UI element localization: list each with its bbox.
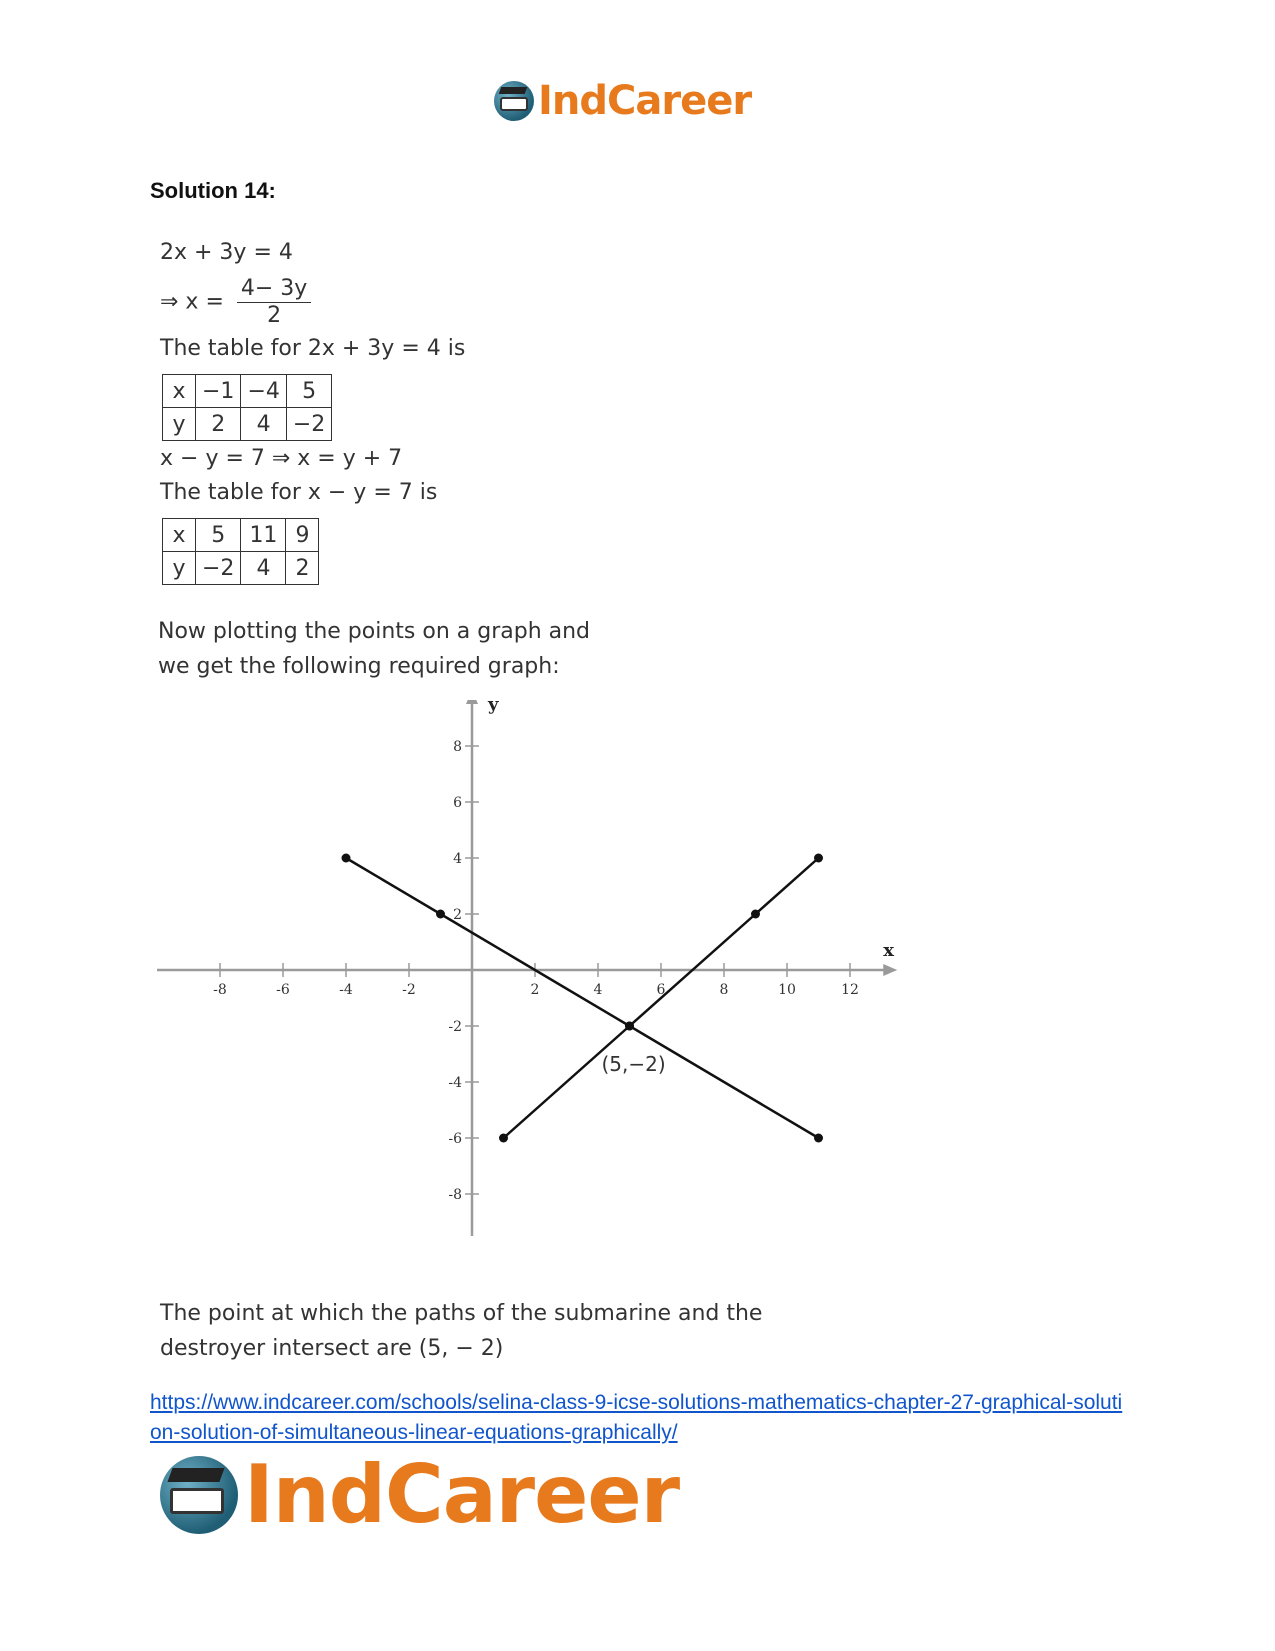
page-heading: Solution 14: <box>150 178 276 203</box>
table2-caption: The table for x − y = 7 is <box>160 480 438 505</box>
globe-icon <box>160 1456 238 1534</box>
intersection-label: (5,−2) <box>601 1052 666 1076</box>
table-cell: −2 <box>286 408 331 441</box>
table-cell: 4 <box>241 552 286 585</box>
footer-logo-text: IndCareer <box>244 1448 680 1541</box>
table-cell: −2 <box>196 552 241 585</box>
conclusion-line: The point at which the paths of the submarine and the <box>160 1301 763 1326</box>
x-tick-label: 6 <box>656 982 666 998</box>
table-cell: 5 <box>286 375 331 408</box>
y-tick-label: 8 <box>453 739 462 755</box>
plot-intro-line: we get the following required graph: <box>158 654 560 679</box>
y-tick-label: 6 <box>453 795 462 811</box>
x-tick-label: 4 <box>593 982 603 998</box>
data-point <box>342 854 351 863</box>
table-2 <box>162 518 319 585</box>
y-tick-label: 2 <box>453 907 462 923</box>
equation-line-2 <box>160 276 311 328</box>
table1-caption: The table for 2x + 3y = 4 is <box>160 336 466 361</box>
table-cell: 9 <box>286 519 319 552</box>
conclusion-line: destroyer intersect are (5, − 2) <box>160 1336 504 1361</box>
table-cell: 4 <box>241 408 286 441</box>
header-logo-text: IndCareer <box>538 78 752 124</box>
y-tick-label: -4 <box>448 1075 462 1091</box>
fraction <box>237 276 311 328</box>
table-row <box>163 552 319 585</box>
x-tick-label: 2 <box>530 982 540 998</box>
table-cell: 2 <box>286 552 319 585</box>
equation-line-3: x − y = 7 ⇒ x = y + 7 <box>160 446 403 471</box>
table-cell: x <box>163 375 196 408</box>
x-tick-label: -2 <box>402 982 416 998</box>
x-axis-arrow <box>883 964 897 976</box>
chart <box>150 700 930 1270</box>
data-point <box>436 910 445 919</box>
data-point <box>499 1134 508 1143</box>
table-row <box>163 375 332 408</box>
table-cell: −1 <box>196 375 241 408</box>
x-tick-label: -4 <box>339 982 353 998</box>
equation-line-2-prefix: ⇒ x = <box>160 289 224 315</box>
table-cell: x <box>163 519 196 552</box>
footer-logo <box>160 1448 679 1541</box>
data-point <box>814 1134 823 1143</box>
plot-intro-line: Now plotting the points on a graph and <box>158 619 591 644</box>
data-point <box>625 1022 634 1031</box>
source-link[interactable]: https://www.indcareer.com/schools/selina-class-9-icse-solutions-mathematics-chapter-27-graphical-solution-solution-of-simultaneous-linear-equations-graphically/ <box>150 1391 1123 1444</box>
table-1 <box>162 374 332 441</box>
y-axis-label: y <box>488 700 499 715</box>
x-tick-label: 12 <box>841 982 859 998</box>
header-logo <box>494 78 751 124</box>
table-cell: 2 <box>196 408 241 441</box>
y-tick-label: -2 <box>448 1019 462 1035</box>
data-point <box>751 910 760 919</box>
y-tick-label: -6 <box>448 1131 462 1147</box>
x-tick-label: -8 <box>213 982 227 998</box>
x-axis-label: x <box>883 940 894 961</box>
x-tick-label: 10 <box>778 982 796 998</box>
table-cell: y <box>163 552 196 585</box>
plot-intro <box>158 614 590 684</box>
series-line-2 <box>504 858 819 1138</box>
table-cell: 11 <box>241 519 286 552</box>
equation-line-1: 2x + 3y = 4 <box>160 240 293 265</box>
table-cell: −4 <box>241 375 286 408</box>
y-axis-arrow <box>466 700 478 704</box>
series-line-1 <box>346 858 819 1138</box>
conclusion <box>160 1296 762 1366</box>
x-tick-label: -6 <box>276 982 290 998</box>
y-tick-label: 4 <box>453 851 462 867</box>
globe-icon <box>494 81 534 121</box>
fraction-denominator: 2 <box>267 303 282 328</box>
table-cell: y <box>163 408 196 441</box>
data-point <box>814 854 823 863</box>
y-tick-label: -8 <box>448 1187 462 1203</box>
table-row <box>163 519 319 552</box>
x-tick-label: 8 <box>719 982 729 998</box>
fraction-numerator: 4− 3y <box>237 276 311 303</box>
table-row <box>163 408 332 441</box>
table-cell: 5 <box>196 519 241 552</box>
